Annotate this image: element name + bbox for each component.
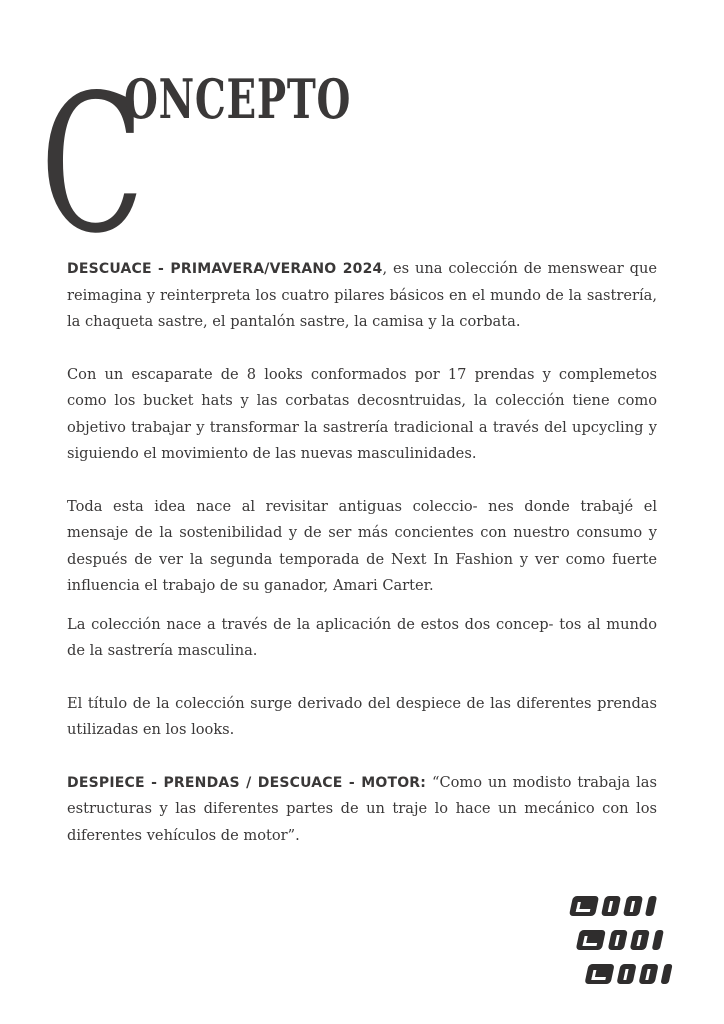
title-text: ONCEPTO	[124, 67, 352, 131]
paragraph-intro: DESCUACE - PRIMAVERA/VERANO 2024, es una colección de menswear que reimagina y reinterpreta los cuatro pilares básicos en el mundo de la sastrería, la chaqueta sastre, el pantalón sastre, la camisa y la corbata.	[67, 260, 657, 330]
quote-lead: DESPIECE - PRENDAS / DESCUACE - MOTOR:	[67, 774, 427, 791]
paragraph-origin: Toda esta idea nace al revisitar antiguas coleccio- nes donde trabajé el mensaje de la sostenibilidad y de ser más concientes con nuestro consumo y después de ver la segunda temporada de Next In Fashion y ver como fuerte influencia el trabajo de su ganador, Amari Carter.	[67, 497, 657, 594]
paragraph-title-origin: El título de la colección surge derivado del despiece de las diferentes prendas utilizadas en los looks.	[67, 694, 657, 738]
brand-mark-icon	[566, 892, 686, 988]
collection-name: DESCUACE - PRIMAVERA/VERANO 2024	[67, 261, 383, 277]
body-text	[67, 256, 657, 849]
title-drop-cap: C	[40, 54, 142, 275]
paragraph-concepts: La colección nace a través de la aplicación de estos dos concep- tos al mundo de la sastrería masculina.	[67, 615, 657, 659]
paragraph-quote: DESPIECE - PRENDAS / DESCUACE - MOTOR: “Como un modisto trabaja las estructuras y las diferentes partes de un traje lo hace un mecánico con los diferentes vehículos de motor”.	[67, 773, 657, 844]
paragraph-looks: Con un escaparate de 8 looks conformados por 17 prendas y complemetos como los bucket hats y las corbatas decosntruidas, la colección tiene como objetivo trabajar y transformar la sastrería tradicional a través del upcycling y siguiendo el movimiento de las nuevas masculinidades.	[67, 365, 657, 462]
